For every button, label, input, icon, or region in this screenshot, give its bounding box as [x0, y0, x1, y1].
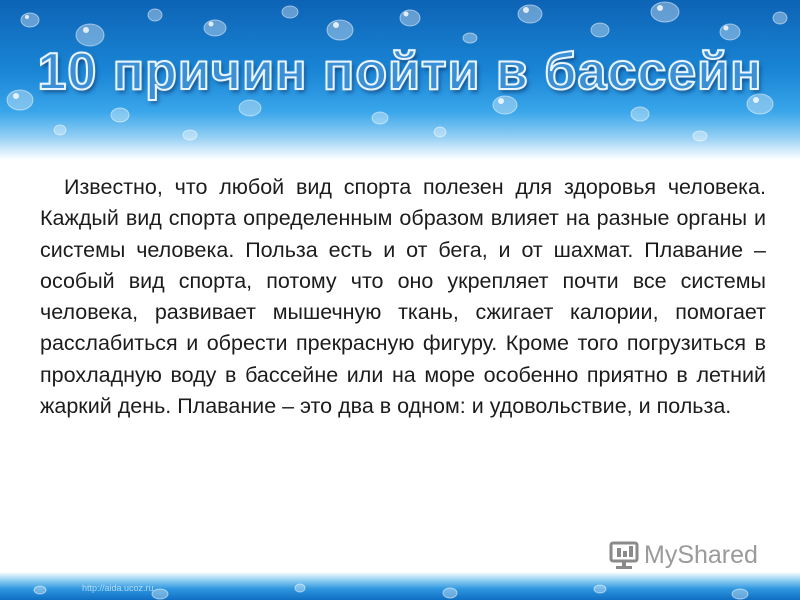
body-paragraph: Известно, что любой вид спорта полезен для здоровья человека. Каждый вид спорта определенным образом влияет на разные органы и системы человека. Польза есть и от бега, и от шахмат. Плавание – особый вид спорта, потому что оно укрепляет почти все системы человека, развивает мышечную ткань, сжигает калории, помогает расслабиться и обрести прекрасную фигуру. Кроме того погрузиться в прохладную воду в бассейне или на море особенно приятно в летний жаркий день. Плавание – это два в одном: и удовольствие, и польза.	[40, 175, 766, 419]
water-banner	[0, 0, 800, 160]
myshared-logo	[608, 538, 758, 572]
myshared-logo-text: MyShared	[644, 540, 758, 569]
myshared-logo-icon	[608, 540, 640, 570]
source-url: http://aida.ucoz.ru	[82, 583, 154, 593]
slide-title: 10 причин пойти в бассейн	[37, 43, 763, 101]
